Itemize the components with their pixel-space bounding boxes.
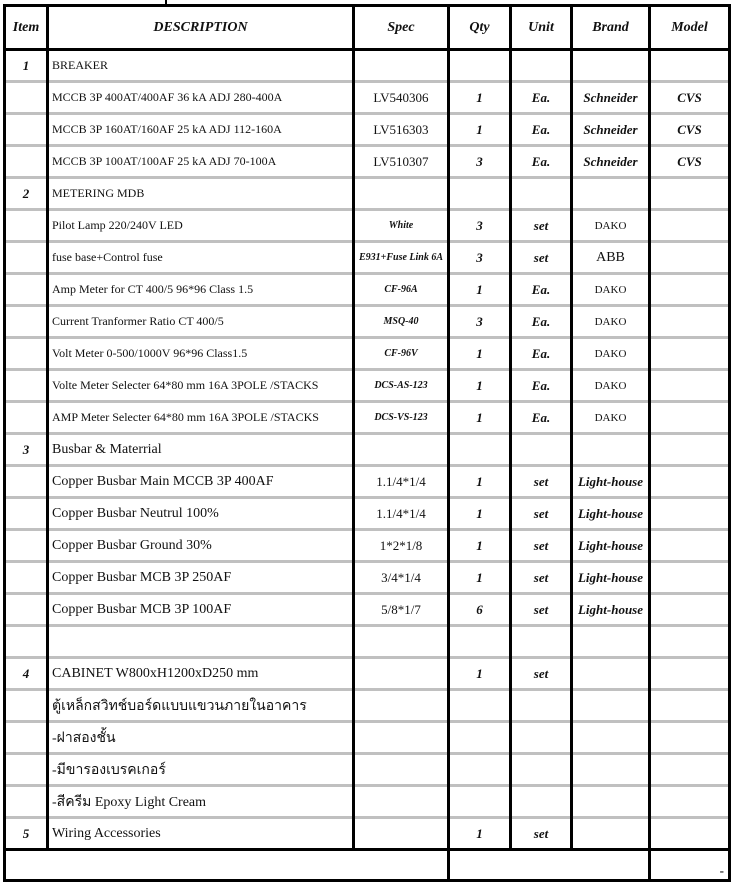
qty-cell: 3 — [449, 210, 511, 242]
table-row — [5, 626, 730, 658]
brand-cell: Schneider — [572, 82, 650, 114]
qty-cell: 3 — [449, 306, 511, 338]
spec-cell: MSQ-40 — [354, 306, 449, 338]
qty-cell: 1 — [449, 370, 511, 402]
qty-cell: 1 — [449, 82, 511, 114]
model-cell — [650, 562, 730, 594]
qty-cell: 1 — [449, 562, 511, 594]
description-cell — [48, 626, 354, 658]
unit-cell: Ea. — [511, 370, 572, 402]
table-header-row — [5, 6, 730, 50]
item-cell — [5, 690, 48, 722]
unit-cell: set — [511, 818, 572, 850]
model-cell — [650, 402, 730, 434]
model-cell — [650, 434, 730, 466]
spec-cell — [354, 178, 449, 210]
spec-cell: DCS-AS-123 — [354, 370, 449, 402]
brand-cell: ABB — [572, 242, 650, 274]
table-row — [5, 658, 730, 690]
model-cell: CVS — [650, 114, 730, 146]
qty-cell: 1 — [449, 530, 511, 562]
spec-cell: CF-96V — [354, 338, 449, 370]
brand-cell: Schneider — [572, 114, 650, 146]
item-cell — [5, 370, 48, 402]
model-cell — [650, 498, 730, 530]
description-cell: CABINET W800xH1200xD250 mm — [48, 658, 354, 690]
unit-cell: set — [511, 530, 572, 562]
qty-cell: 1 — [449, 274, 511, 306]
item-cell — [5, 306, 48, 338]
description-cell: Copper Busbar MCB 3P 250AF — [48, 562, 354, 594]
total-value: - — [650, 850, 730, 881]
model-cell — [650, 658, 730, 690]
brand-cell: DAKO — [572, 210, 650, 242]
spec-cell — [354, 658, 449, 690]
spec-cell — [354, 818, 449, 850]
unit-cell — [511, 786, 572, 818]
header-item: Item — [5, 6, 48, 50]
item-cell — [5, 786, 48, 818]
description-cell: AMP Meter Selecter 64*80 mm 16A 3POLE /STACKS — [48, 402, 354, 434]
qty-cell — [449, 50, 511, 82]
table-row — [5, 82, 730, 114]
unit-cell: Ea. — [511, 274, 572, 306]
model-cell — [650, 242, 730, 274]
table-row — [5, 466, 730, 498]
total-middle — [449, 850, 650, 881]
qty-cell — [449, 178, 511, 210]
item-cell — [5, 402, 48, 434]
brand-cell — [572, 786, 650, 818]
brand-cell: DAKO — [572, 370, 650, 402]
brand-cell: DAKO — [572, 338, 650, 370]
spec-cell: E931+Fuse Link 6A — [354, 242, 449, 274]
description-cell: Copper Busbar Ground 30% — [48, 530, 354, 562]
item-cell: 4 — [5, 658, 48, 690]
spec-cell — [354, 626, 449, 658]
item-cell: 3 — [5, 434, 48, 466]
brand-cell — [572, 434, 650, 466]
brand-cell: Schneider — [572, 146, 650, 178]
table-row — [5, 530, 730, 562]
item-cell — [5, 530, 48, 562]
unit-cell — [511, 626, 572, 658]
model-cell — [650, 306, 730, 338]
item-cell: 5 — [5, 818, 48, 850]
item-cell: 1 — [5, 50, 48, 82]
spec-cell — [354, 722, 449, 754]
header-model: Model — [650, 6, 730, 50]
table-row — [5, 50, 730, 82]
description-cell: -สีครีม Epoxy Light Cream — [48, 786, 354, 818]
header-brand: Brand — [572, 6, 650, 50]
unit-cell — [511, 50, 572, 82]
description-cell: Amp Meter for CT 400/5 96*96 Class 1.5 — [48, 274, 354, 306]
model-cell — [650, 274, 730, 306]
model-cell — [650, 178, 730, 210]
brand-cell: DAKO — [572, 306, 650, 338]
description-cell: Copper Busbar Main MCCB 3P 400AF — [48, 466, 354, 498]
brand-cell: Light-house — [572, 594, 650, 626]
unit-cell: set — [511, 562, 572, 594]
unit-cell: set — [511, 210, 572, 242]
table-row — [5, 754, 730, 786]
spec-cell: 5/8*1/7 — [354, 594, 449, 626]
item-cell — [5, 498, 48, 530]
qty-cell: 1 — [449, 114, 511, 146]
header-qty: Qty — [449, 6, 511, 50]
qty-cell — [449, 434, 511, 466]
description-cell: Busbar & Materrial — [48, 434, 354, 466]
boq-table — [3, 4, 731, 882]
model-cell — [650, 594, 730, 626]
description-cell: Wiring Accessories — [48, 818, 354, 850]
description-cell: MCCB 3P 400AT/400AF 36 kA ADJ 280-400A — [48, 82, 354, 114]
unit-cell: Ea. — [511, 338, 572, 370]
qty-cell — [449, 722, 511, 754]
description-cell: -ฝาสองชั้น — [48, 722, 354, 754]
table-row — [5, 306, 730, 338]
brand-cell — [572, 722, 650, 754]
spec-cell: LV516303 — [354, 114, 449, 146]
model-cell — [650, 690, 730, 722]
model-cell — [650, 626, 730, 658]
description-cell: Current Tranformer Ratio CT 400/5 — [48, 306, 354, 338]
spec-cell — [354, 754, 449, 786]
header-description: DESCRIPTION — [48, 6, 354, 50]
header-spec: Spec — [354, 6, 449, 50]
table-row — [5, 210, 730, 242]
item-cell — [5, 274, 48, 306]
spec-cell: 1*2*1/8 — [354, 530, 449, 562]
spec-cell: White — [354, 210, 449, 242]
description-cell: Copper Busbar Neutrul 100% — [48, 498, 354, 530]
spec-cell: DCS-VS-123 — [354, 402, 449, 434]
unit-cell: set — [511, 466, 572, 498]
unit-cell — [511, 722, 572, 754]
qty-cell: 3 — [449, 146, 511, 178]
spec-cell — [354, 434, 449, 466]
model-cell — [650, 370, 730, 402]
qty-cell: 1 — [449, 338, 511, 370]
brand-cell — [572, 754, 650, 786]
qty-cell — [449, 690, 511, 722]
spec-cell — [354, 786, 449, 818]
brand-cell — [572, 178, 650, 210]
qty-cell — [449, 754, 511, 786]
unit-cell: set — [511, 242, 572, 274]
unit-cell: Ea. — [511, 306, 572, 338]
item-cell — [5, 754, 48, 786]
description-cell: Copper Busbar MCB 3P 100AF — [48, 594, 354, 626]
model-cell — [650, 754, 730, 786]
brand-cell — [572, 818, 650, 850]
item-cell — [5, 722, 48, 754]
table-row — [5, 786, 730, 818]
table-row — [5, 498, 730, 530]
qty-cell: 1 — [449, 658, 511, 690]
table-row — [5, 274, 730, 306]
qty-cell: 1 — [449, 498, 511, 530]
description-cell: MCCB 3P 160AT/160AF 25 kA ADJ 112-160A — [48, 114, 354, 146]
unit-cell — [511, 690, 572, 722]
item-cell — [5, 594, 48, 626]
item-cell — [5, 82, 48, 114]
model-cell — [650, 466, 730, 498]
qty-cell: 3 — [449, 242, 511, 274]
table-row — [5, 242, 730, 274]
brand-cell: Light-house — [572, 562, 650, 594]
table-row — [5, 562, 730, 594]
table-row — [5, 114, 730, 146]
unit-cell — [511, 434, 572, 466]
item-cell — [5, 242, 48, 274]
unit-cell — [511, 754, 572, 786]
total-label — [5, 850, 449, 881]
model-cell — [650, 338, 730, 370]
description-cell: Volt Meter 0-500/1000V 96*96 Class1.5 — [48, 338, 354, 370]
brand-cell: DAKO — [572, 274, 650, 306]
unit-cell: set — [511, 594, 572, 626]
spec-cell: LV510307 — [354, 146, 449, 178]
brand-cell: DAKO — [572, 402, 650, 434]
item-cell — [5, 626, 48, 658]
qty-cell — [449, 626, 511, 658]
table-row — [5, 818, 730, 850]
model-cell — [650, 530, 730, 562]
model-cell — [650, 210, 730, 242]
model-cell — [650, 50, 730, 82]
model-cell: CVS — [650, 82, 730, 114]
table-row — [5, 338, 730, 370]
brand-cell: Light-house — [572, 466, 650, 498]
brand-cell: Light-house — [572, 530, 650, 562]
item-cell — [5, 210, 48, 242]
spec-cell — [354, 50, 449, 82]
item-cell: 2 — [5, 178, 48, 210]
qty-cell: 1 — [449, 818, 511, 850]
description-cell: ตู้เหล็กสวิทช์บอร์ดแบบแขวนภายในอาคาร — [48, 690, 354, 722]
unit-cell: Ea. — [511, 82, 572, 114]
unit-cell: Ea. — [511, 402, 572, 434]
table-row — [5, 402, 730, 434]
brand-cell — [572, 626, 650, 658]
spec-cell: 1.1/4*1/4 — [354, 498, 449, 530]
spec-cell: 3/4*1/4 — [354, 562, 449, 594]
header-unit: Unit — [511, 6, 572, 50]
unit-cell: Ea. — [511, 146, 572, 178]
spec-cell — [354, 690, 449, 722]
item-cell — [5, 562, 48, 594]
description-cell: METERING MDB — [48, 178, 354, 210]
item-cell — [5, 466, 48, 498]
qty-cell: 6 — [449, 594, 511, 626]
description-cell: BREAKER — [48, 50, 354, 82]
table-row — [5, 690, 730, 722]
item-cell — [5, 114, 48, 146]
item-cell — [5, 146, 48, 178]
model-cell — [650, 722, 730, 754]
model-cell — [650, 818, 730, 850]
brand-cell — [572, 690, 650, 722]
qty-cell: 1 — [449, 466, 511, 498]
brand-cell: Light-house — [572, 498, 650, 530]
total-row — [5, 850, 730, 881]
description-cell: MCCB 3P 100AT/100AF 25 kA ADJ 70-100A — [48, 146, 354, 178]
table-row — [5, 594, 730, 626]
description-cell: fuse base+Control fuse — [48, 242, 354, 274]
brand-cell — [572, 50, 650, 82]
unit-cell: set — [511, 658, 572, 690]
qty-cell: 1 — [449, 402, 511, 434]
description-cell: Pilot Lamp 220/240V LED — [48, 210, 354, 242]
spec-cell: 1.1/4*1/4 — [354, 466, 449, 498]
unit-cell — [511, 178, 572, 210]
description-cell: Volte Meter Selecter 64*80 mm 16A 3POLE /STACKS — [48, 370, 354, 402]
table-row — [5, 722, 730, 754]
table-row — [5, 178, 730, 210]
spec-cell: LV540306 — [354, 82, 449, 114]
brand-cell — [572, 658, 650, 690]
model-cell — [650, 786, 730, 818]
unit-cell: set — [511, 498, 572, 530]
item-cell — [5, 338, 48, 370]
spec-cell: CF-96A — [354, 274, 449, 306]
table-row — [5, 434, 730, 466]
unit-cell: Ea. — [511, 114, 572, 146]
table-row — [5, 370, 730, 402]
qty-cell — [449, 786, 511, 818]
table-row — [5, 146, 730, 178]
description-cell: -มีขารองเบรคเกอร์ — [48, 754, 354, 786]
model-cell: CVS — [650, 146, 730, 178]
